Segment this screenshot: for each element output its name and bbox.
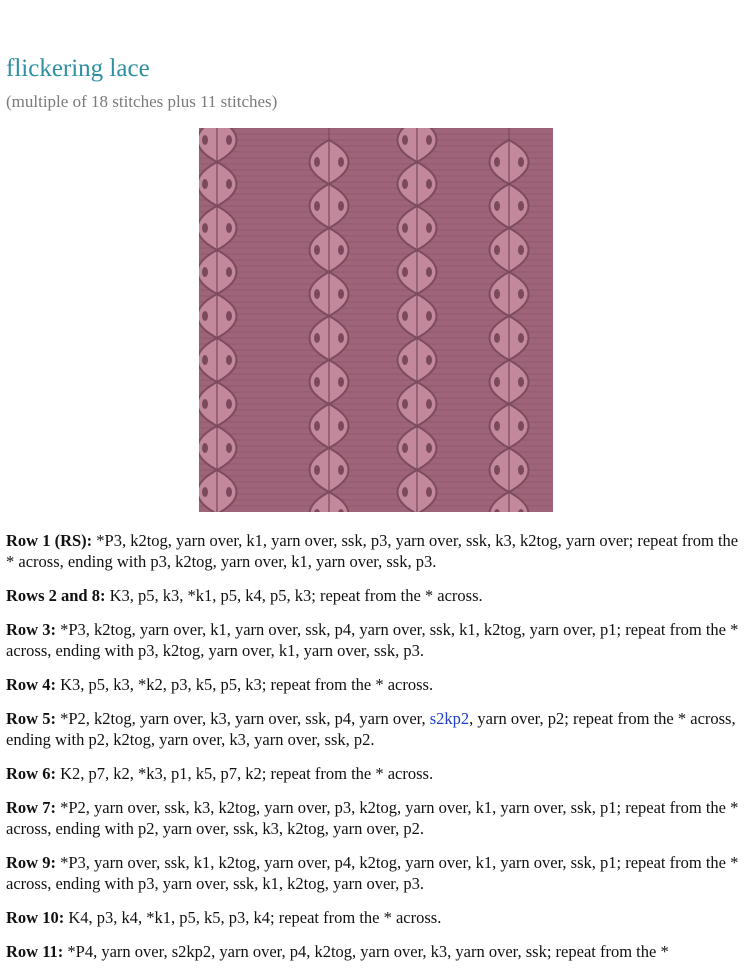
row-text: *P2, yarn over, ssk, k3, k2tog, yarn over, p3, k2tog, yarn over, k1, yarn over, ssk, p1; repeat from the * across, ending with p2, yarn over, ssk, k3, k2tog, yarn over, p2. (6, 798, 739, 838)
eyelet (338, 157, 344, 167)
instruction-row-1 (6, 530, 746, 572)
eyelet (426, 179, 432, 189)
eyelet (202, 223, 208, 233)
stitch-multiple-note: (multiple of 18 stitches plus 11 stitches) (6, 92, 278, 111)
eyelet (402, 311, 408, 321)
row-label: Row 6: (6, 764, 56, 783)
eyelet (338, 421, 344, 431)
row-label: Row 4: (6, 675, 56, 694)
eyelet (402, 399, 408, 409)
row-label: Rows 2 and 8: (6, 586, 106, 605)
eyelet (494, 421, 500, 431)
eyelet (202, 443, 208, 453)
row-label: Row 1 (RS): (6, 531, 93, 550)
row-text: K3, p5, k3, *k2, p3, k5, p5, k3; repeat from the * across. (55, 675, 434, 694)
eyelet (202, 311, 208, 321)
eyelet (338, 245, 344, 255)
eyelet (202, 399, 208, 409)
eyelet (494, 245, 500, 255)
eyelet (518, 289, 524, 299)
instruction-row-5 (6, 708, 746, 750)
eyelet (494, 201, 500, 211)
eyelet (494, 157, 500, 167)
eyelet (426, 487, 432, 497)
eyelet (338, 465, 344, 475)
eyelet (314, 333, 320, 343)
eyelet (226, 311, 232, 321)
row-label: Row 11: (6, 942, 64, 961)
instruction-row-3 (6, 619, 746, 661)
row-text: , yarn over, p2; repeat from the * across, ending with p2, k2tog, yarn over, k3, yarn over, ssk, p2. (6, 709, 736, 749)
instruction-row-11 (6, 941, 746, 962)
eyelet (402, 487, 408, 497)
knit-swatch-photo (199, 128, 553, 512)
eyelet (338, 201, 344, 211)
page-title: flickering lace (6, 55, 150, 82)
row-label: Row 9: (6, 853, 56, 872)
eyelet (338, 289, 344, 299)
eyelet (402, 223, 408, 233)
eyelet (402, 355, 408, 365)
eyelet (314, 201, 320, 211)
eyelet (426, 443, 432, 453)
eyelet (518, 333, 524, 343)
eyelet (314, 157, 320, 167)
eyelet (226, 267, 232, 277)
eyelet (518, 201, 524, 211)
eyelet (338, 377, 344, 387)
eyelet (338, 333, 344, 343)
eyelet (226, 135, 232, 145)
eyelet (226, 443, 232, 453)
row-label: Row 3: (6, 620, 56, 639)
eyelet (226, 223, 232, 233)
eyelet (402, 135, 408, 145)
eyelet (202, 355, 208, 365)
eyelet (314, 245, 320, 255)
eyelet (518, 245, 524, 255)
instruction-row-9 (6, 852, 746, 894)
eyelet (494, 333, 500, 343)
row-text: *P4, yarn over, s2kp2, yarn over, p4, k2tog, yarn over, k3, yarn over, ssk; repeat from the * (63, 942, 669, 961)
instruction-row-7 (6, 797, 746, 839)
eyelet (314, 421, 320, 431)
instruction-row-6 (6, 763, 746, 784)
eyelet (226, 355, 232, 365)
s2kp2-link[interactable]: s2kp2 (429, 709, 470, 728)
knit-swatch-image (199, 128, 553, 512)
row-label: Row 10: (6, 908, 65, 927)
eyelet (314, 377, 320, 387)
eyelet (226, 399, 232, 409)
eyelet (494, 465, 500, 475)
eyelet (426, 311, 432, 321)
row-text: K4, p3, k4, *k1, p5, k5, p3, k4; repeat from the * across. (64, 908, 442, 927)
eyelet (426, 135, 432, 145)
row-label: Row 7: (6, 798, 56, 817)
eyelet (518, 465, 524, 475)
eyelet (202, 179, 208, 189)
instruction-row-10 (6, 907, 746, 928)
instruction-row-4 (6, 674, 746, 695)
instruction-rows-2-8 (6, 585, 746, 606)
pattern-instructions (6, 530, 746, 975)
eyelet (202, 267, 208, 277)
row-text: *P3, yarn over, ssk, k1, k2tog, yarn over, p4, k2tog, yarn over, k1, yarn over, ssk, p1; repeat from the * across, ending with p3, yarn over, ssk, k1, k2tog, yarn over, p3. (6, 853, 739, 893)
eyelet (494, 377, 500, 387)
eyelet (226, 179, 232, 189)
eyelet (426, 223, 432, 233)
eyelet (518, 377, 524, 387)
eyelet (426, 267, 432, 277)
eyelet (402, 443, 408, 453)
eyelet (202, 487, 208, 497)
row-text: *P3, k2tog, yarn over, k1, yarn over, ssk, p3, yarn over, ssk, k3, k2tog, yarn over; repeat from the * across, ending with p3, k2tog, yarn over, k1, yarn over, ssk, p3. (6, 531, 739, 571)
eyelet (402, 179, 408, 189)
row-text: *P3, k2tog, yarn over, k1, yarn over, ssk, p4, yarn over, ssk, k1, k2tog, yarn over, p1; repeat from the * across, ending with p3, k2tog, yarn over, k1, yarn over, ssk, p3. (6, 620, 739, 660)
eyelet (518, 421, 524, 431)
eyelet (314, 465, 320, 475)
eyelet (314, 289, 320, 299)
eyelet (518, 157, 524, 167)
eyelet (402, 267, 408, 277)
row-text: K3, p5, k3, *k1, p5, k4, p5, k3; repeat from the * across. (105, 586, 483, 605)
eyelet (494, 289, 500, 299)
row-label: Row 5: (6, 709, 56, 728)
row-text: K2, p7, k2, *k3, p1, k5, p7, k2; repeat from the * across. (55, 764, 434, 783)
eyelet (202, 135, 208, 145)
eyelet (426, 355, 432, 365)
eyelet (426, 399, 432, 409)
row-text: *P2, k2tog, yarn over, k3, yarn over, ssk, p4, yarn over, (55, 709, 430, 728)
eyelet (226, 487, 232, 497)
